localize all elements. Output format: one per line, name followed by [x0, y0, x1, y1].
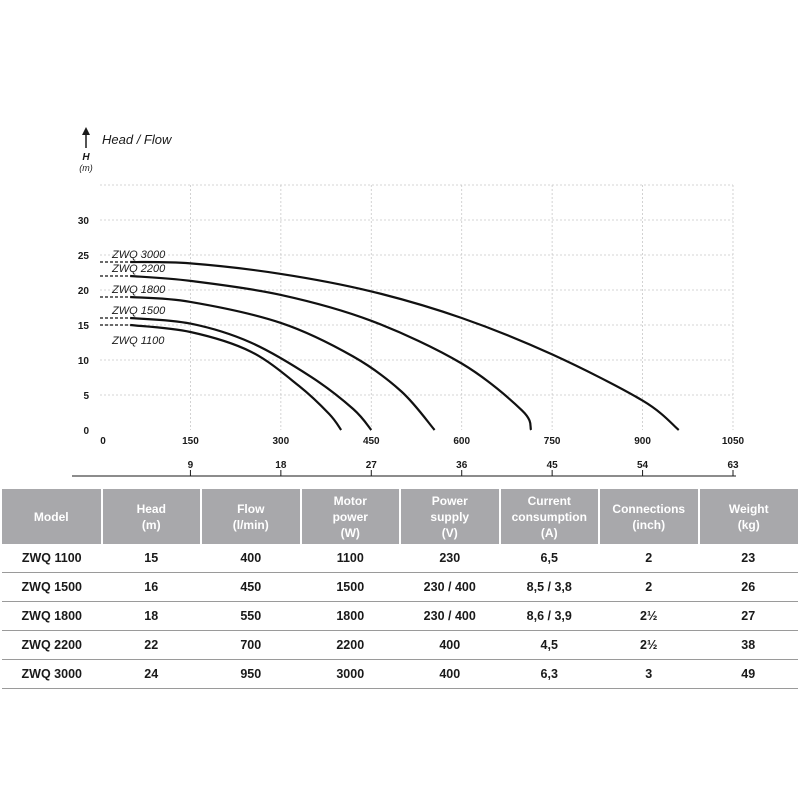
table-cell: 3	[599, 660, 699, 689]
series-line	[130, 318, 371, 430]
table-row	[2, 631, 798, 660]
column-header-label: Flow (l/min)	[232, 501, 269, 532]
y-tick-label: 10	[77, 356, 89, 367]
column-header-label: Power supply (V)	[430, 493, 470, 540]
y-tick-label: 0	[83, 426, 89, 437]
series-label: ZWQ 1100	[112, 335, 165, 347]
x2-tick-label: 36	[456, 460, 468, 471]
column-header-label: Current consumption (A)	[511, 493, 587, 540]
table-cell: 6,5	[500, 544, 600, 573]
y-tick-label: 30	[77, 216, 89, 227]
x2-tick-label: 18	[275, 460, 287, 471]
table-cell: 22	[102, 631, 202, 660]
x-tick-label: 450	[362, 436, 380, 447]
series-label: ZWQ 3000	[112, 249, 166, 261]
series-label: ZWQ 1500	[112, 305, 166, 317]
table-cell: 2200	[301, 631, 401, 660]
table-cell: 4,5	[500, 631, 600, 660]
table-cell: 3000	[301, 660, 401, 689]
table-cell: 49	[699, 660, 799, 689]
table-cell: 27	[699, 602, 799, 631]
table-cell: 230 / 400	[400, 573, 500, 602]
column-header-label: Weight (kg)	[728, 501, 769, 532]
spec-table	[2, 489, 798, 689]
y-axis-label: H	[82, 152, 90, 163]
chart-curves	[100, 262, 679, 430]
table-cell: 950	[201, 660, 301, 689]
table-cell: ZWQ 2200	[2, 631, 102, 660]
table-row	[2, 660, 798, 689]
table-cell: 38	[699, 631, 799, 660]
table-body	[2, 544, 798, 689]
table-cell: 8,5 / 3,8	[500, 573, 600, 602]
table-cell: 24	[102, 660, 202, 689]
table-cell: 16	[102, 573, 202, 602]
x-tick-label: 150	[182, 436, 199, 447]
column-header	[201, 489, 301, 544]
table-cell: 1100	[301, 544, 401, 573]
table-cell: 2	[599, 573, 699, 602]
x2-tick-label: 54	[637, 460, 649, 471]
table-cell: ZWQ 3000	[2, 660, 102, 689]
x-tick-label: 750	[543, 436, 561, 447]
column-header	[301, 489, 401, 544]
table-row	[2, 544, 798, 573]
x-tick-label: 1050	[721, 436, 745, 447]
table-cell: 550	[201, 602, 301, 631]
column-header-label: Model	[33, 509, 69, 524]
column-header-label: Motor power (W)	[332, 493, 368, 540]
table-cell: 15	[102, 544, 202, 573]
table-cell: 2½	[599, 631, 699, 660]
y-tick-label: 25	[77, 251, 89, 262]
x2-tick-label: 45	[546, 460, 558, 471]
table-cell: 18	[102, 602, 202, 631]
x-tick-label: 900	[634, 436, 651, 447]
y-tick-label: 15	[77, 321, 89, 332]
table-cell: 23	[699, 544, 799, 573]
column-header	[2, 489, 102, 544]
table-cell: 6,3	[500, 660, 600, 689]
y-tick-label: 5	[83, 391, 89, 402]
column-header-label: Connections (inch)	[612, 501, 686, 532]
series-label: ZWQ 2200	[112, 263, 166, 275]
table-row	[2, 602, 798, 631]
table-cell: 400	[201, 544, 301, 573]
table-row	[2, 573, 798, 602]
y-axis-arrow-icon	[82, 127, 90, 148]
column-header	[699, 489, 799, 544]
chart-grid	[100, 185, 733, 430]
chart-title: Head / Flow	[102, 132, 172, 147]
table-cell: 2½	[599, 602, 699, 631]
x-tick-label: 300	[272, 436, 290, 447]
column-header-label: Head (m)	[136, 501, 166, 532]
table-cell: 26	[699, 573, 799, 602]
table-cell: 1800	[301, 602, 401, 631]
series-line	[130, 262, 679, 430]
table-cell: 700	[201, 631, 301, 660]
table-cell: ZWQ 1800	[2, 602, 102, 631]
table-cell: 400	[400, 631, 500, 660]
table-cell: 230 / 400	[400, 602, 500, 631]
table-header-row	[2, 489, 798, 544]
column-header	[500, 489, 600, 544]
table-cell: 450	[201, 573, 301, 602]
table-cell: 1500	[301, 573, 401, 602]
table-cell: ZWQ 1100	[2, 544, 102, 573]
table-cell: ZWQ 1500	[2, 573, 102, 602]
x-tick-label: 0	[100, 436, 106, 447]
x2-tick-label: 27	[365, 460, 377, 471]
column-header	[400, 489, 500, 544]
y-tick-label: 20	[77, 286, 89, 297]
x2-tick-label: 63	[727, 460, 739, 471]
y-axis-unit: (m)	[79, 163, 93, 173]
table-cell: 2	[599, 544, 699, 573]
series-line	[130, 297, 434, 430]
table-cell: 400	[400, 660, 500, 689]
table-cell: 8,6 / 3,9	[500, 602, 600, 631]
column-header	[102, 489, 202, 544]
series-label: ZWQ 1800	[112, 284, 166, 296]
x-tick-label: 600	[453, 436, 471, 447]
x2-tick-label: 9	[187, 460, 194, 471]
table-cell: 230	[400, 544, 500, 573]
column-header	[599, 489, 699, 544]
